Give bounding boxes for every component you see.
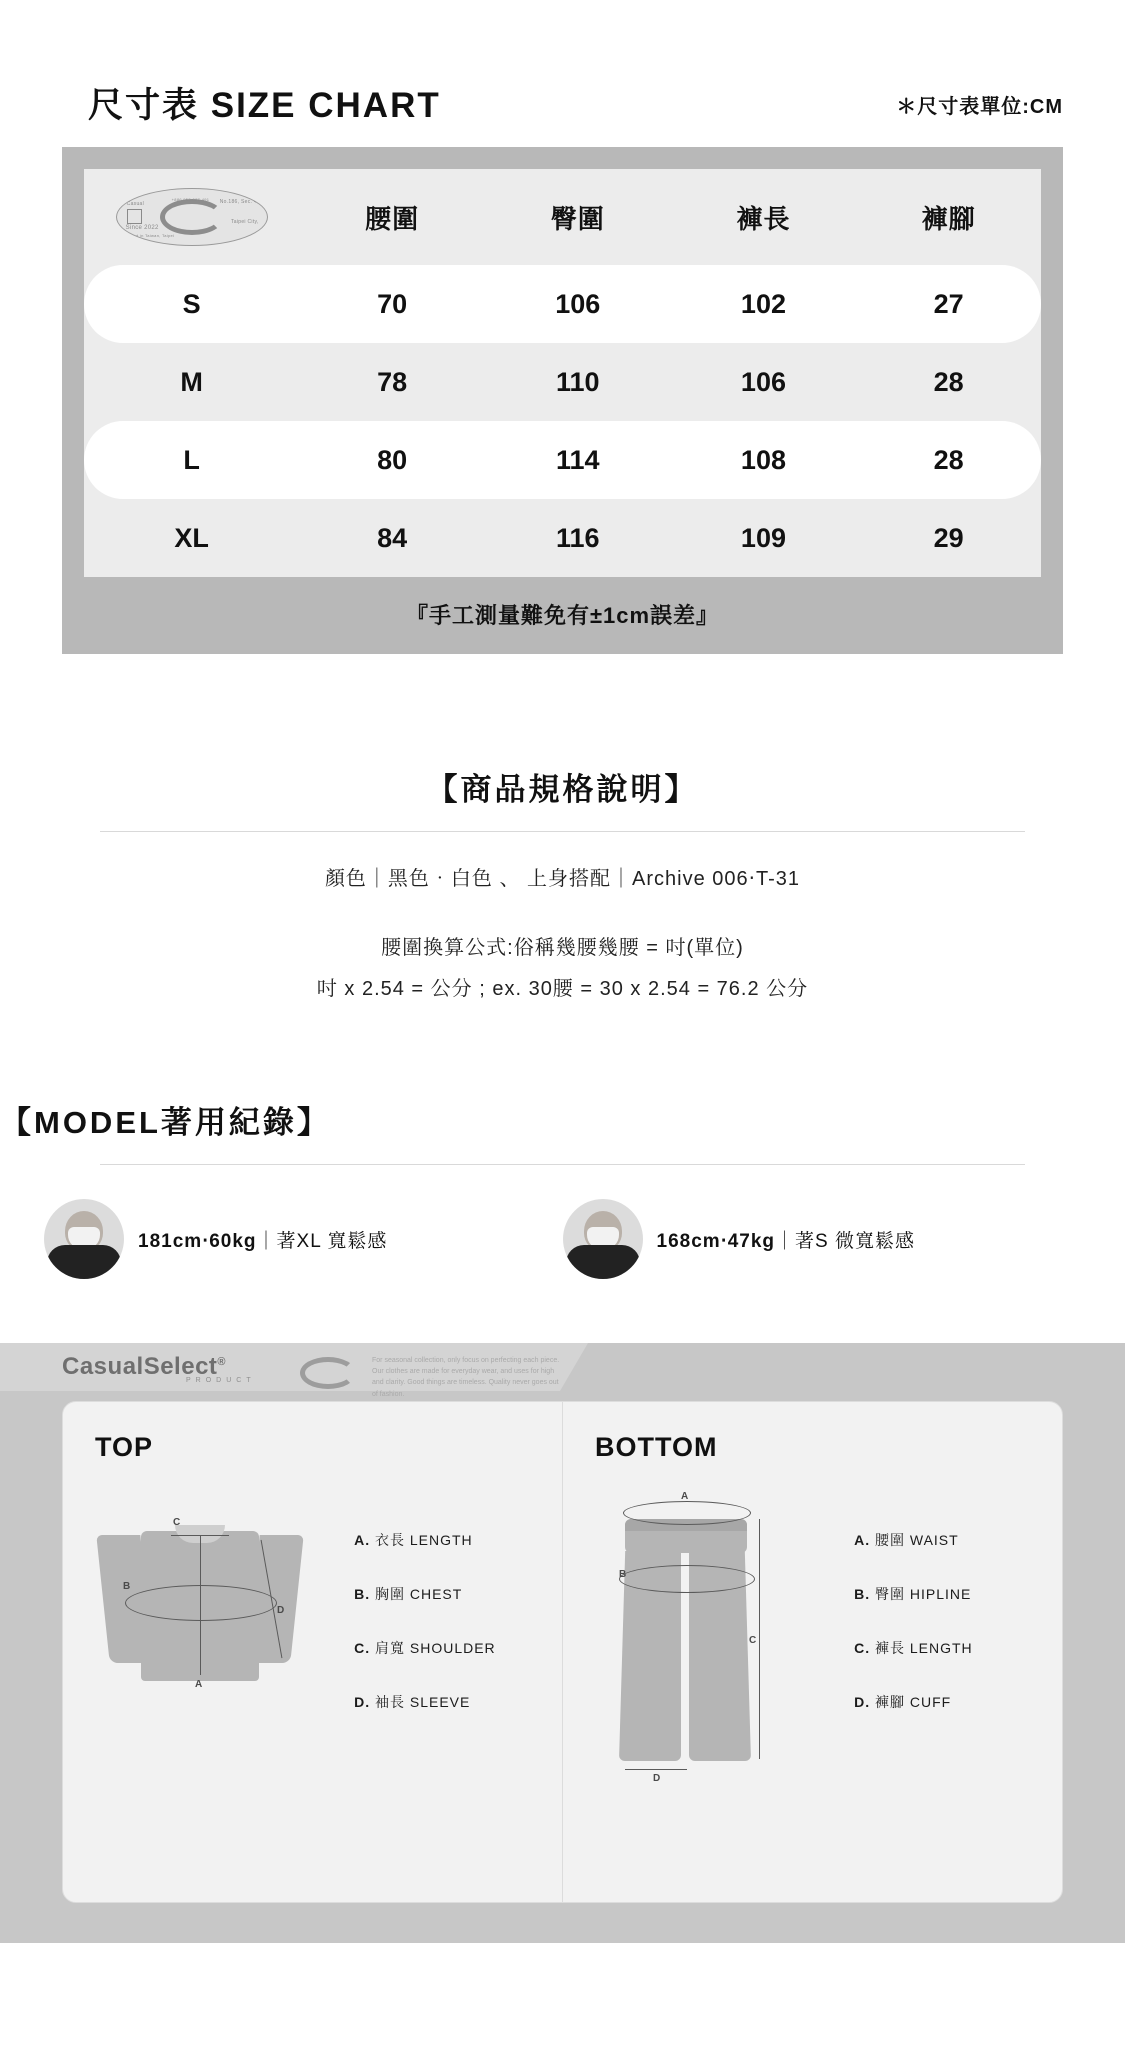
legend-key: D.	[854, 1694, 871, 1710]
spec-section-title: 【商品規格說明】	[426, 772, 699, 807]
legend-zh: 肩寬	[374, 1640, 405, 1656]
model-stats-2	[657, 1226, 915, 1253]
legend-en: CHEST	[409, 1586, 463, 1602]
c-logo-icon	[160, 199, 224, 235]
brand-registered-icon: ®	[217, 1356, 227, 1368]
legend-item-chest	[354, 1584, 562, 1604]
cell-length: 108	[740, 444, 786, 475]
cuff-guide-line	[625, 1769, 687, 1770]
guide-card	[62, 1401, 1063, 1903]
length-guide-line	[200, 1535, 201, 1675]
formula-line-1: 腰圍換算公式:俗稱幾腰幾腰 = 吋(單位)	[381, 937, 744, 959]
brand-name-text: CasualSelect	[62, 1353, 218, 1380]
cell-cuff: 27	[933, 288, 964, 319]
model-list	[44, 1199, 1081, 1279]
badge-square-icon	[127, 209, 142, 224]
cell-length: 106	[740, 366, 786, 397]
chest-ellipse-guide	[125, 1585, 277, 1621]
table-row	[84, 421, 1041, 499]
mark-c: C	[173, 1517, 181, 1528]
legend-zh: 臀圍	[874, 1586, 905, 1602]
top-legend	[350, 1530, 562, 1746]
legend-zh: 胸圍	[374, 1586, 405, 1602]
cell-size: S	[182, 288, 201, 319]
legend-zh: 袖長	[374, 1694, 405, 1710]
unit-note: ＊尺寸表單位:CM	[896, 96, 1063, 118]
legend-zh: 褲腳	[874, 1694, 905, 1710]
mark-d: D	[653, 1773, 661, 1784]
spec-lines	[0, 862, 1125, 891]
c-logo-icon	[300, 1357, 356, 1389]
footer-spacer	[0, 1943, 1125, 2003]
hip-ellipse-guide	[619, 1565, 755, 1593]
legend-en: HIPLINE	[909, 1586, 972, 1602]
waist-ellipse-guide	[623, 1501, 751, 1525]
legend-en: LENGTH	[409, 1532, 473, 1548]
badge-address-1: No.186, Sec. 4,	[219, 199, 259, 205]
legend-en: SHOULDER	[409, 1640, 496, 1656]
column-header-cuff: 褲腳	[921, 203, 976, 234]
brand-subtitle: PRODUCT	[186, 1377, 256, 1384]
guide-bottom-title: BOTTOM	[595, 1432, 718, 1462]
cell-waist: 78	[377, 366, 408, 397]
model-wear: 著XL 寬鬆感	[276, 1230, 388, 1252]
legend-key: C.	[354, 1640, 371, 1656]
legend-item-shoulder	[354, 1638, 562, 1658]
legend-zh: 腰圍	[874, 1532, 905, 1548]
model-stats-1	[138, 1226, 387, 1253]
legend-zh: 衣長	[374, 1532, 405, 1548]
cell-hip: 116	[556, 522, 600, 553]
column-header-hip: 臀圍	[550, 203, 605, 234]
cell-length: 102	[740, 288, 786, 319]
guide-column-top	[63, 1402, 562, 1902]
legend-key: A.	[354, 1532, 371, 1548]
model-entry	[563, 1199, 1082, 1279]
cell-hip: 110	[556, 366, 600, 397]
mark-d: D	[277, 1605, 285, 1616]
avatar-body-icon	[566, 1245, 640, 1279]
table-row	[84, 265, 1041, 343]
pant-length-guide-line	[759, 1519, 760, 1759]
badge-code: +886 953-087-491	[171, 197, 210, 202]
cell-cuff: 28	[933, 444, 964, 475]
brand-badge	[84, 188, 299, 246]
model-entry	[44, 1199, 563, 1279]
legend-item-length	[854, 1638, 1062, 1658]
guide-column-bottom	[562, 1402, 1062, 1902]
avatar-body-icon	[47, 1245, 121, 1279]
guide-brand-header	[0, 1343, 1125, 1401]
legend-item-waist	[854, 1530, 1062, 1550]
mark-b: B	[123, 1581, 131, 1592]
cell-cuff: 29	[933, 522, 964, 553]
legend-item-hipline	[854, 1584, 1062, 1604]
brand-oval-logo	[116, 188, 268, 246]
cell-cuff: 28	[933, 366, 964, 397]
legend-item-cuff	[854, 1692, 1062, 1712]
model-wear: 著S 微寬鬆感	[795, 1230, 915, 1252]
model-sep: ｜	[775, 1230, 796, 1252]
cell-length: 109	[740, 522, 786, 553]
cell-size: L	[183, 444, 200, 475]
legend-en: SLEEVE	[409, 1694, 471, 1710]
table-header-row	[84, 169, 1041, 265]
badge-address-2: Taipei City,	[230, 219, 259, 225]
guide-top-title: TOP	[95, 1432, 154, 1462]
pants-diagram	[563, 1473, 850, 1803]
cell-hip: 114	[556, 444, 600, 475]
size-table	[84, 169, 1041, 577]
page-title: 尺寸表 SIZE CHART	[88, 86, 441, 125]
legend-en: WAIST	[909, 1532, 959, 1548]
legend-key: D.	[354, 1694, 371, 1710]
legend-en: LENGTH	[909, 1640, 973, 1656]
divider	[100, 1164, 1025, 1165]
cell-size: M	[180, 366, 203, 397]
model-stats-value: 168cm‧47kg	[656, 1230, 776, 1252]
cell-waist: 80	[377, 444, 408, 475]
table-row	[84, 499, 1041, 577]
mark-c: C	[749, 1635, 757, 1646]
mark-a: A	[195, 1679, 203, 1690]
table-row	[84, 343, 1041, 421]
measurement-guide	[0, 1343, 1125, 1943]
cell-waist: 84	[377, 522, 408, 553]
legend-zh: 褲長	[874, 1640, 905, 1656]
legend-key: B.	[354, 1586, 371, 1602]
formula-line-2: 吋 x 2.54 = 公分 ; ex. 30腰 = 30 x 2.54 = 76.2 公分	[316, 978, 809, 1000]
brand-blurb: For seasonal collection, only focus on perfecting each piece. Our clothes are made for everyday wear, and uses for high and clarity. Good things are timeless. Quality never goes out of fashion.	[372, 1357, 560, 1398]
legend-en: CUFF	[909, 1694, 952, 1710]
avatar	[563, 1199, 643, 1279]
mark-b: B	[619, 1569, 627, 1580]
spec-color-line: 顏色｜黑色‧白色 、 上身搭配｜Archive 006‧T-31	[324, 868, 801, 890]
divider	[100, 831, 1025, 832]
column-header-length: 褲長	[736, 203, 791, 234]
bottom-legend	[850, 1530, 1062, 1746]
legend-key: A.	[854, 1532, 871, 1548]
model-stats-value: 181cm‧60kg	[138, 1230, 257, 1252]
size-table-wrap	[62, 147, 1063, 654]
spec-formula	[0, 931, 1125, 1001]
legend-item-length	[354, 1530, 562, 1550]
model-sep: ｜	[256, 1230, 277, 1252]
cell-hip: 106	[555, 288, 601, 319]
badge-since: Since 2022	[125, 225, 159, 231]
legend-key: B.	[854, 1586, 871, 1602]
model-section-title: 【MODEL著用紀錄】	[0, 1105, 331, 1140]
measure-tolerance-note: 『手工測量難免有±1cm誤差』	[405, 603, 720, 628]
cell-waist: 70	[377, 288, 408, 319]
legend-item-sleeve	[354, 1692, 562, 1712]
legend-key: C.	[854, 1640, 871, 1656]
size-chart-header	[0, 0, 1125, 123]
shirt-diagram	[63, 1473, 350, 1803]
avatar	[44, 1199, 124, 1279]
column-header-waist: 腰圍	[365, 203, 420, 234]
badge-origin: Based in Taiwan, Taipei	[125, 233, 175, 238]
cell-size: XL	[174, 522, 209, 553]
mark-a: A	[681, 1491, 689, 1502]
badge-brand: Casual	[126, 201, 145, 207]
